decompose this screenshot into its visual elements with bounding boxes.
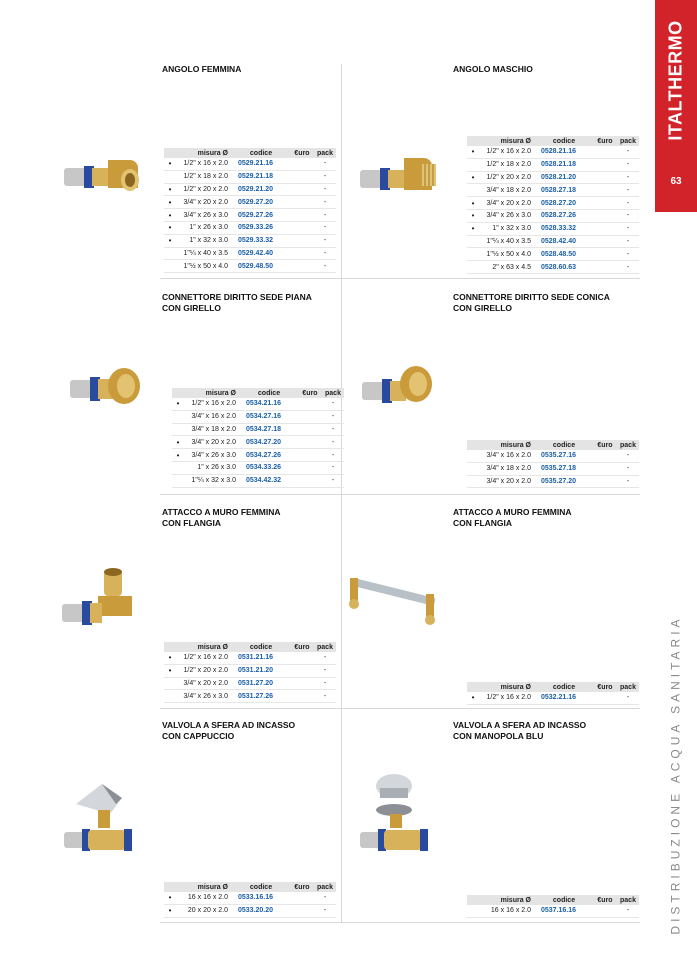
code-cell: 0528.21.20 [541, 173, 577, 181]
pack-cell: - [323, 907, 327, 915]
size-cell: 16 x 16 x 2.0 [187, 894, 228, 902]
table-header [467, 682, 639, 692]
code-cell: 0534.42.32 [246, 477, 282, 485]
size-cell: 1/2" x 16 x 2.0 [183, 654, 228, 662]
product-table [467, 136, 639, 274]
size-cell: 3/4" x 20 x 2.0 [183, 679, 228, 687]
size-cell: 3/4" x 18 x 2.0 [191, 425, 236, 433]
header-cell: €uro [294, 149, 310, 157]
header-cell: €uro [302, 389, 318, 397]
size-cell: 3/4" x 18 x 2.0 [486, 186, 531, 194]
size-cell: 1" x 26 x 3.0 [197, 464, 236, 472]
product-table [164, 882, 336, 918]
header-cell: codice [257, 389, 281, 397]
pack-cell: - [323, 211, 327, 219]
code-cell: 0528.27.18 [541, 186, 577, 194]
size-cell: 1" x 32 x 3.0 [189, 237, 228, 245]
pack-cell: - [323, 173, 327, 181]
table-row [164, 260, 336, 273]
code-cell: 0529.33.32 [238, 237, 274, 245]
header-cell: misura Ø [197, 883, 228, 891]
row-divider [160, 278, 640, 279]
size-cell: 1/2" x 20 x 2.0 [486, 173, 531, 181]
table-header [164, 882, 336, 892]
header-cell: misura Ø [500, 441, 531, 449]
elbow-male-image [356, 152, 446, 202]
code-cell: 0529.33.26 [238, 224, 274, 232]
pack-cell: - [626, 237, 630, 245]
code-cell: 0533.20.20 [238, 907, 274, 915]
pack-cell: - [331, 477, 335, 485]
size-cell: 1"¼ x 40 x 3.5 [486, 237, 531, 245]
table-row [164, 652, 336, 665]
stock-dot: • [176, 399, 180, 409]
size-cell: 1/2" x 16 x 2.0 [486, 148, 531, 156]
straight-flat-connector-image [68, 362, 148, 412]
pack-cell: - [331, 413, 335, 421]
code-cell: 0529.21.20 [238, 185, 274, 193]
pack-cell: - [626, 225, 630, 233]
pack-cell: - [323, 224, 327, 232]
header-cell: codice [249, 643, 273, 651]
pack-cell: - [626, 148, 630, 156]
pack-cell: - [626, 452, 630, 460]
ball-valve-blue-knob-image [356, 770, 440, 860]
table-header [467, 440, 639, 450]
size-cell: 2" x 63 x 4.5 [492, 263, 531, 271]
section-label: DISTRIBUZIONE ACQUA SANITARIA [669, 615, 683, 935]
code-cell: 0535.27.18 [541, 465, 577, 473]
code-cell: 0528.48.50 [541, 250, 577, 258]
stock-dot: • [168, 666, 172, 676]
header-cell: pack [620, 683, 636, 691]
pack-cell: - [626, 263, 630, 271]
header-cell: pack [317, 643, 333, 651]
header-cell: codice [552, 441, 576, 449]
stock-dot: • [168, 184, 172, 194]
header-cell: pack [325, 389, 341, 397]
pack-cell: - [323, 249, 327, 257]
product-title: VALVOLA A SFERA AD INCASSO CON CAPPUCCIO [162, 720, 296, 741]
table-row [164, 665, 336, 678]
table-row [164, 678, 336, 691]
pack-cell: - [626, 907, 630, 915]
size-cell: 1"½ x 50 x 4.0 [486, 250, 531, 258]
pack-cell: - [323, 160, 327, 168]
code-cell: 0534.27.16 [246, 413, 282, 421]
table-header [164, 642, 336, 652]
pack-cell: - [331, 451, 335, 459]
pack-cell: - [626, 212, 630, 220]
code-cell: 0531.21.20 [238, 667, 274, 675]
stock-dot: • [471, 693, 475, 703]
stock-dot: • [168, 653, 172, 663]
code-cell: 0532.21.16 [541, 694, 577, 702]
size-cell: 1" x 26 x 3.0 [189, 224, 228, 232]
header-cell: misura Ø [197, 149, 228, 157]
size-cell: 1"¼ x 40 x 3.5 [183, 249, 228, 257]
pack-cell: - [323, 692, 327, 700]
table-row [467, 197, 639, 210]
product-table [172, 388, 344, 488]
product-table [467, 682, 639, 705]
code-cell: 0534.27.26 [246, 451, 282, 459]
size-cell: 1/2" x 18 x 2.0 [486, 161, 531, 169]
header-cell: pack [620, 441, 636, 449]
table-row [164, 158, 336, 171]
table-row [164, 248, 336, 261]
code-cell: 0529.21.16 [238, 160, 274, 168]
product-title: ATTACCO A MURO FEMMINA CON FLANGIA [162, 507, 281, 528]
pack-cell: - [626, 186, 630, 194]
stock-dot: • [168, 236, 172, 246]
code-cell: 0531.21.16 [238, 654, 274, 662]
header-cell: €uro [294, 643, 310, 651]
code-cell: 0528.42.40 [541, 237, 577, 245]
header-cell: misura Ø [205, 389, 236, 397]
table-row [164, 892, 336, 905]
header-cell: pack [317, 883, 333, 891]
code-cell: 0531.27.20 [238, 679, 274, 687]
table-row [172, 398, 344, 411]
header-cell: €uro [597, 441, 613, 449]
code-cell: 0529.21.18 [238, 173, 274, 181]
stock-dot: • [168, 197, 172, 207]
pack-cell: - [323, 679, 327, 687]
header-cell: misura Ø [500, 683, 531, 691]
table-row [467, 692, 639, 705]
code-cell: 0529.27.26 [238, 211, 274, 219]
header-cell: misura Ø [500, 137, 531, 145]
table-row [164, 235, 336, 248]
pack-cell: - [626, 694, 630, 702]
code-cell: 0528.33.32 [541, 225, 577, 233]
size-cell: 3/4" x 26 x 3.0 [183, 211, 228, 219]
table-row [467, 905, 639, 918]
table-header [172, 388, 344, 398]
product-title: CONNETTORE DIRITTO SEDE CONICA CON GIRELLO [453, 292, 610, 313]
table-row [467, 450, 639, 463]
table-row [467, 172, 639, 185]
code-cell: 0535.27.16 [541, 452, 577, 460]
code-cell: 0528.21.16 [541, 148, 577, 156]
product-title: ANGOLO MASCHIO [453, 64, 533, 74]
wall-plate-bar-image [344, 574, 444, 628]
table-row [172, 411, 344, 424]
size-cell: 3/4" x 16 x 2.0 [486, 452, 531, 460]
stock-dot: • [168, 159, 172, 169]
elbow-female-image [60, 150, 150, 200]
table-row [467, 223, 639, 236]
size-cell: 3/4" x 26 x 3.0 [191, 451, 236, 459]
size-cell: 3/4" x 20 x 2.0 [486, 199, 531, 207]
row-divider [160, 922, 640, 923]
size-cell: 16 x 16 x 2.0 [490, 907, 531, 915]
size-cell: 3/4" x 26 x 3.0 [486, 212, 531, 220]
table-row [164, 222, 336, 235]
header-cell: codice [552, 683, 576, 691]
header-cell: pack [620, 896, 636, 904]
header-cell: pack [317, 149, 333, 157]
pack-cell: - [626, 465, 630, 473]
row-divider [160, 708, 640, 709]
code-cell: 0529.27.20 [238, 198, 274, 206]
product-table [164, 148, 336, 273]
header-cell: €uro [597, 683, 613, 691]
size-cell: 1"½ x 50 x 4.0 [183, 262, 228, 270]
wall-plate-female-image [58, 566, 138, 636]
size-cell: 3/4" x 20 x 2.0 [486, 477, 531, 485]
code-cell: 0534.33.26 [246, 464, 282, 472]
stock-dot: • [176, 437, 180, 447]
header-cell: codice [552, 137, 576, 145]
pack-cell: - [323, 185, 327, 193]
table-row [164, 690, 336, 703]
stock-dot: • [168, 223, 172, 233]
pack-cell: - [323, 198, 327, 206]
header-cell: €uro [597, 137, 613, 145]
table-row [164, 905, 336, 918]
pack-cell: - [331, 438, 335, 446]
table-row [172, 475, 344, 488]
size-cell: 1/2" x 16 x 2.0 [191, 400, 236, 408]
code-cell: 0534.27.18 [246, 425, 282, 433]
stock-dot: • [168, 210, 172, 220]
pack-cell: - [626, 250, 630, 258]
code-cell: 0528.60.63 [541, 263, 577, 271]
product-table [467, 895, 639, 918]
code-cell: 0529.48.50 [238, 262, 274, 270]
table-row [172, 462, 344, 475]
stock-dot: • [471, 172, 475, 182]
product-title: VALVOLA A SFERA AD INCASSO CON MANOPOLA BLU [453, 720, 587, 741]
stock-dot: • [168, 893, 172, 903]
header-cell: misura Ø [500, 896, 531, 904]
pack-cell: - [323, 667, 327, 675]
pack-cell: - [323, 237, 327, 245]
product-title: CONNETTORE DIRITTO SEDE PIANA CON GIRELLO [162, 292, 312, 313]
header-cell: codice [249, 149, 273, 157]
table-row [467, 146, 639, 159]
stock-dot: • [176, 450, 180, 460]
header-cell: codice [552, 896, 576, 904]
brand-tab [655, 0, 697, 212]
header-cell: misura Ø [197, 643, 228, 651]
size-cell: 1/2" x 18 x 2.0 [183, 173, 228, 181]
table-row [164, 184, 336, 197]
table-row [467, 476, 639, 489]
table-header [467, 895, 639, 905]
code-cell: 0534.21.16 [246, 400, 282, 408]
table-row [172, 436, 344, 449]
stock-dot: • [471, 198, 475, 208]
pack-cell: - [331, 425, 335, 433]
stock-dot: • [471, 211, 475, 221]
pack-cell: - [323, 654, 327, 662]
header-cell: codice [249, 883, 273, 891]
pack-cell: - [331, 464, 335, 472]
code-cell: 0528.27.26 [541, 212, 577, 220]
table-row [467, 248, 639, 261]
size-cell: 1/2" x 20 x 2.0 [183, 185, 228, 193]
table-row [164, 196, 336, 209]
row-divider [160, 494, 640, 495]
size-cell: 1"¼ x 32 x 3.0 [191, 477, 236, 485]
code-cell: 0531.27.26 [238, 692, 274, 700]
pack-cell: - [626, 477, 630, 485]
size-cell: 1" x 32 x 3.0 [492, 225, 531, 233]
ball-valve-cap-image [58, 774, 142, 858]
size-cell: 20 x 20 x 2.0 [187, 907, 228, 915]
column-divider [341, 64, 342, 922]
table-row [467, 463, 639, 476]
stock-dot: • [471, 224, 475, 234]
pack-cell: - [626, 199, 630, 207]
size-cell: 1/2" x 16 x 2.0 [183, 160, 228, 168]
pack-cell: - [323, 894, 327, 902]
table-row [172, 449, 344, 462]
size-cell: 1/2" x 20 x 2.0 [183, 667, 228, 675]
pack-cell: - [626, 161, 630, 169]
header-cell: pack [620, 137, 636, 145]
product-title: ATTACCO A MURO FEMMINA CON FLANGIA [453, 507, 572, 528]
table-row [467, 184, 639, 197]
table-row [467, 210, 639, 223]
table-row [164, 209, 336, 222]
table-header [164, 148, 336, 158]
pack-cell: - [626, 173, 630, 181]
code-cell: 0528.27.20 [541, 199, 577, 207]
table-header [467, 136, 639, 146]
pack-cell: - [331, 400, 335, 408]
product-table [467, 440, 639, 488]
pack-cell: - [323, 262, 327, 270]
code-cell: 0529.42.40 [238, 249, 274, 257]
size-cell: 3/4" x 20 x 2.0 [183, 198, 228, 206]
header-cell: €uro [597, 896, 613, 904]
size-cell: 1/2" x 16 x 2.0 [486, 694, 531, 702]
page-number: 63 [670, 176, 682, 187]
size-cell: 3/4" x 20 x 2.0 [191, 438, 236, 446]
code-cell: 0537.16.16 [541, 907, 577, 915]
stock-dot: • [168, 906, 172, 916]
product-table [164, 642, 336, 703]
brand-name: ITALTHERMO [665, 19, 686, 141]
size-cell: 3/4" x 18 x 2.0 [486, 465, 531, 473]
table-row [467, 159, 639, 172]
stock-dot: • [471, 147, 475, 157]
header-cell: €uro [294, 883, 310, 891]
straight-conical-connector-image [360, 360, 440, 410]
size-cell: 3/4" x 16 x 2.0 [191, 413, 236, 421]
product-title: ANGOLO FEMMINA [162, 64, 242, 74]
table-row [467, 261, 639, 274]
code-cell: 0534.27.20 [246, 438, 282, 446]
code-cell: 0535.27.20 [541, 477, 577, 485]
table-row [467, 236, 639, 249]
table-row [172, 424, 344, 437]
code-cell: 0533.16.16 [238, 894, 274, 902]
table-row [164, 171, 336, 184]
code-cell: 0528.21.18 [541, 161, 577, 169]
size-cell: 3/4" x 26 x 3.0 [183, 692, 228, 700]
